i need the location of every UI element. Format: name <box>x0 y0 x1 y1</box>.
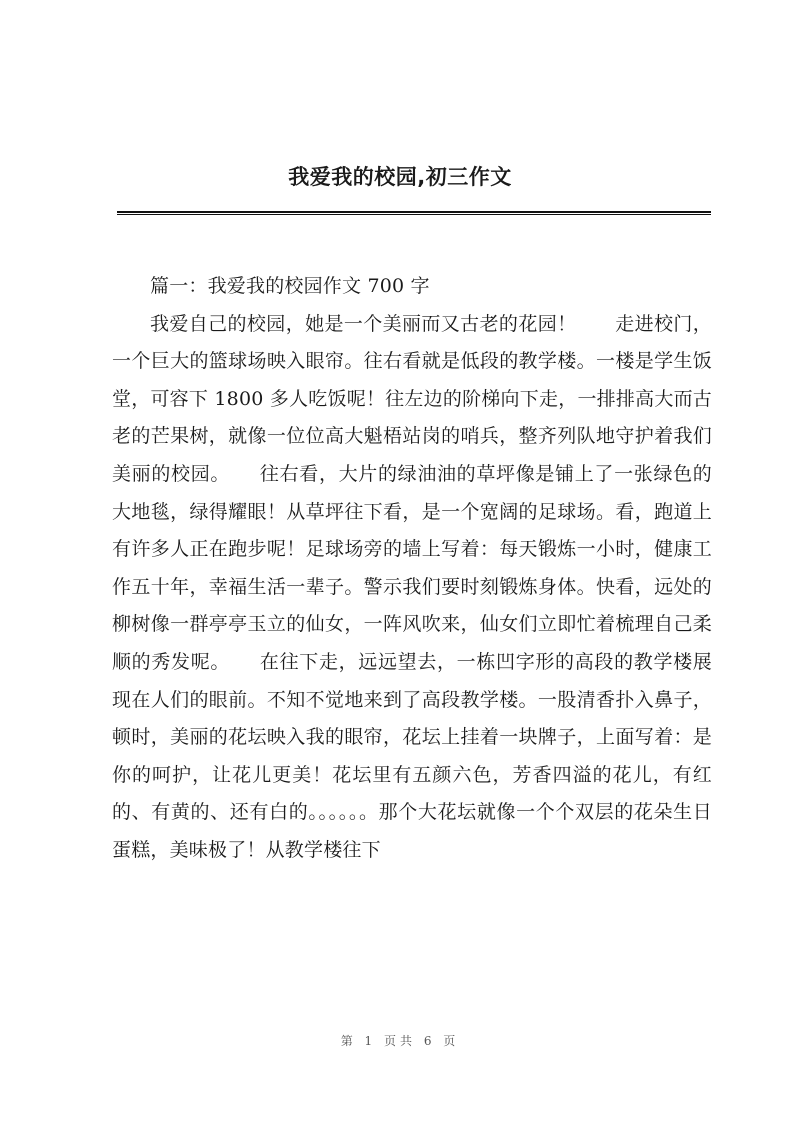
section-heading: 篇一：我爱我的校园作文 700 字 <box>150 275 430 297</box>
document-title: 我爱我的校园,初三作文 <box>288 165 512 189</box>
document-body <box>112 268 712 870</box>
title-divider <box>117 211 711 215</box>
page-footer: 第 1 页共 6 页 <box>340 1034 460 1048</box>
body-paragraph: 我爱自己的校园，她是一个美丽而又古老的花园！ 走进校门，一个巨大的篮球场映入眼帘。往右看就是低段的教学楼。一楼是学生饭堂，可容下 1800 多人吃饭呢！往左边的阶梯向下走，一排排高大而古老的芒果树，就像一位位高大魁梧站岗的哨兵，整齐列队地守护着我们美丽的校园。 往右看，大片的绿油油的草坪像是铺上了一张绿色的大地毯，绿得耀眼！从草坪往下看，是一个宽阔的足球场。看，跑道上有许多人正在跑步呢！足球场旁的墙上写着：每天锻炼一小时，健康工作五十年，幸福生活一辈子。警示我们要时刻锻炼身体。快看，远处的柳树像一群亭亭玉立的仙女，一阵风吹来，仙女们立即忙着梳理自己柔顺的秀发呢。 在往下走，远远望去，一栋凹字形的高段的教学楼展现在人们的眼前。不知不觉地来到了高段教学楼。一股清香扑入鼻子，顿时，美丽的花坛映入我的眼帘，花坛上挂着一块牌子，上面写着：是你的呵护，让花儿更美！花坛里有五颜六色，芳香四溢的花儿，有红的、有黄的、还有白的。。。。。。那个大花坛就像一个个双层的花朵生日蛋糕，美味极了！从教学楼往下 <box>112 312 712 861</box>
